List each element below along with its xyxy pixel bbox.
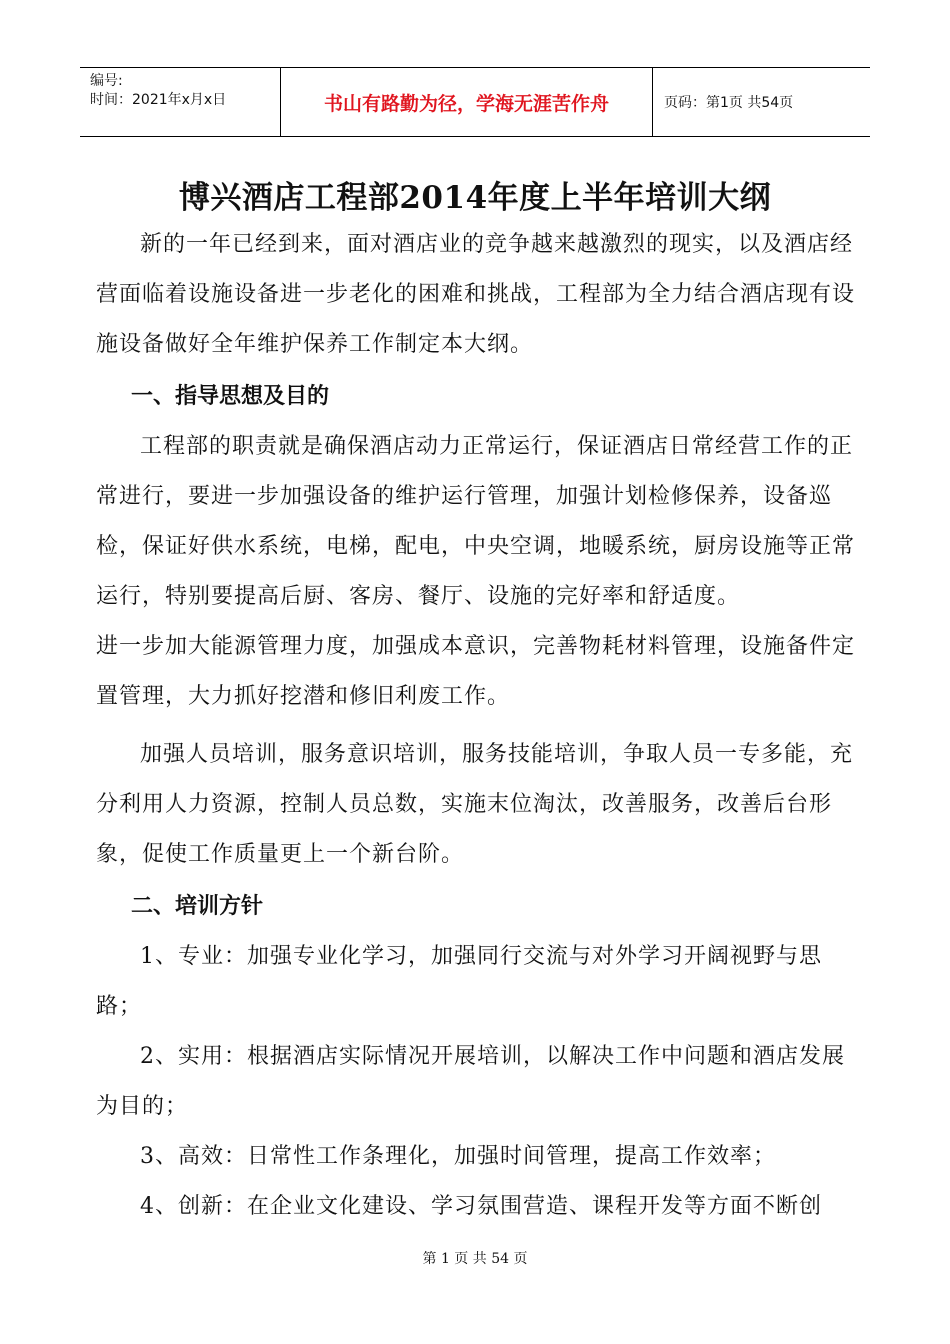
document-title: 博兴酒店工程部2014年度上半年培训大纲 — [178, 180, 772, 216]
document-number-label: 编号: — [90, 73, 123, 89]
document-date: 时间：2021年x月x日 — [90, 92, 227, 108]
policy-item: 2、实用：根据酒店实际情况开展培训，以解决工作中问题和酒店发展为目的； — [96, 1044, 845, 1119]
header-page-info: 页码：第1页 共54页 — [664, 95, 794, 111]
policy-item: 4、创新：在企业文化建设、学习氛围营造、课程开发等方面不断创 — [140, 1194, 822, 1219]
section-heading-policy: 二、培训方针 — [131, 894, 264, 919]
policy-item: 3、高效：日常性工作条理化，加强时间管理，提高工作效率； — [140, 1144, 776, 1169]
section-paragraph: 工程部的职责就是确保酒店动力正常运行，保证酒店日常经营工作的正常进行，要进一步加强设备的维护运行管理，加强计划检修保养，设备巡检，保证好供水系统，电梯，配电，中央空调，地暖系统，厨房设施等正常运行，特别要提高后厨、客房、餐厅、设施的完好率和舒适度。 — [96, 434, 856, 609]
header-motto: 书山有路勤为径，学海无涯苦作舟 — [281, 68, 653, 136]
document-body — [96, 220, 866, 1232]
intro-paragraph: 新的一年已经到来，面对酒店业的竞争越来越激烈的现实，以及酒店经营面临着设施设备进一步老化的困难和挑战，工程部为全力结合酒店现有设施设备做好全年维护保养工作制定本大纲。 — [96, 232, 856, 357]
section-paragraph: 进一步加大能源管理力度，加强成本意识，完善物耗材料管理，设施备件定置管理，大力抓好挖潜和修旧利废工作。 — [96, 634, 856, 709]
page-footer: 第 1 页 共 54 页 — [422, 1251, 528, 1267]
policy-item: 1、专业：加强专业化学习，加强同行交流与对外学习开阔视野与思路； — [96, 944, 822, 1019]
header-meta — [80, 68, 281, 136]
section-heading-guiding: 一、指导思想及目的 — [131, 384, 330, 409]
section-paragraph: 加强人员培训，服务意识培训，服务技能培训，争取人员一专多能，充分利用人力资源，控制人员总数，实施末位淘汰，改善服务，改善后台形象，促使工作质量更上一个新台阶。 — [96, 742, 854, 867]
page-header — [80, 67, 870, 137]
